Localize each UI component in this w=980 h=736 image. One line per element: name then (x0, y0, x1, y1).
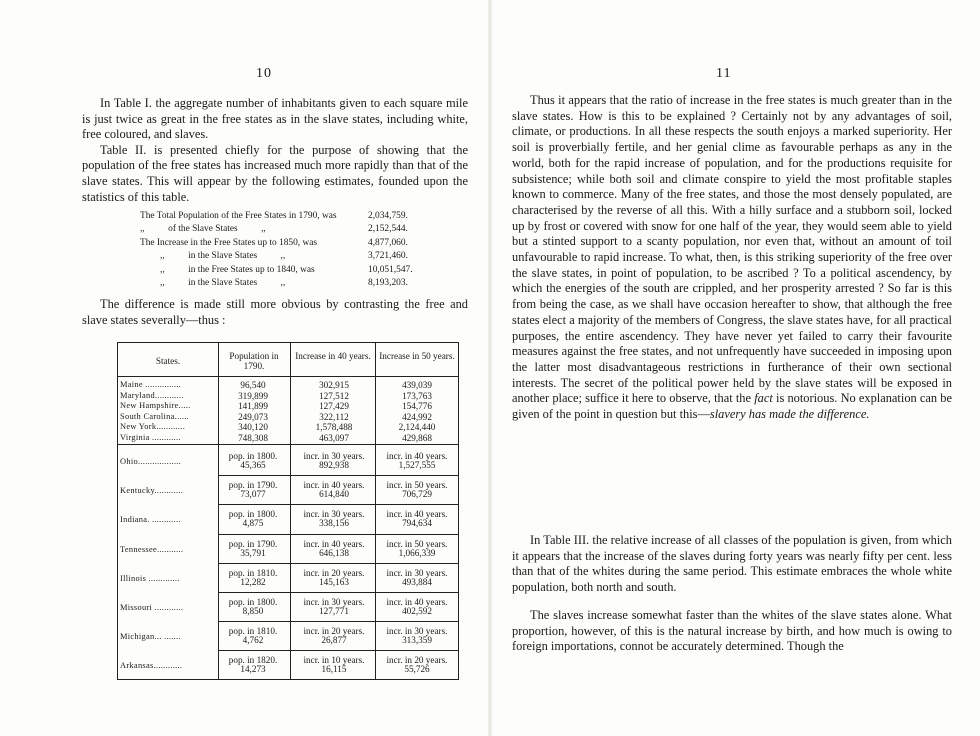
estimate-value: 4,877,060. (368, 237, 408, 248)
table-cell-increase-40: 322,112 (319, 411, 349, 422)
table-cell-state: Michigan... ....... (120, 632, 181, 642)
table-cell-increase-40: 127,512 (319, 390, 349, 401)
table-cell-increase-a: 127,771 (319, 606, 349, 616)
paragraph-contrast: The difference is made still more obvious by contrasting the free and slave states severally—thus : (82, 297, 468, 327)
table-cell-increase-b: 706,729 (402, 489, 432, 500)
paragraph-table-two: Table II. is presented chiefly for the purpose of showing that the population of the free states has increased much more rapidly than that of the slave states. This will appear by the following estimates, founded upon the statistics of this table. (82, 142, 468, 204)
page-number-right: 11 (716, 66, 732, 81)
table-cell-increase-b: 1,527,555 (398, 460, 436, 470)
table-cell-population: 249,073 (238, 411, 268, 422)
table-row-rule (218, 534, 458, 535)
table-cell-population: 12,282 (240, 576, 266, 587)
paragraph-table-three: In Table III. the relative increase of all classes of the population is given, from which it appears that the increase of the slaves during forty years was nearly fifty per cent. less than that of the whites during the same period. This estimate embraces the whole white population, both north and south. (512, 533, 952, 595)
table-cell-increase-b: 794,634 (402, 518, 432, 529)
table-cell-state: New York............ (120, 422, 186, 432)
table-cell-increase-50: 429,868 (402, 433, 432, 443)
table-row-rule (218, 592, 458, 593)
table-header-states: States. (155, 356, 181, 366)
table-cell-population: 340,120 (238, 422, 268, 433)
estimate-value: 2,152,544. (368, 224, 408, 235)
table-cell-population-label: pop. in 1800. (228, 509, 278, 520)
table-header-rule (118, 376, 458, 377)
table-header-increase-50: Increase in 50 years. (379, 351, 455, 361)
estimate-row (100, 264, 440, 277)
table-cell-increase-a: 145,163 (319, 576, 349, 587)
table-cell-population-label: pop. in 1790. (228, 480, 278, 491)
table-cell-state: Missouri ............ (120, 603, 184, 612)
estimate-label: ,, in the Free States up to 1840, was (160, 264, 315, 275)
table-header-increase-40: Increase in 40 years. (295, 351, 371, 361)
table-cell-increase-label: incr. in 30 years. (386, 567, 448, 578)
table-cell-population: 73,077 (240, 489, 266, 500)
table-row-rule (218, 650, 458, 651)
estimate-row (100, 210, 440, 223)
table-cell-increase-b: 493,884 (402, 576, 432, 587)
table-column-rule (218, 343, 219, 679)
page-number-left: 10 (256, 66, 272, 81)
table-row-rule (218, 504, 458, 505)
estimate-row (100, 237, 440, 250)
table-cell-increase-label: incr. in 50 years. (386, 538, 448, 549)
table-cell-increase-50: 173,763 (402, 390, 432, 401)
table-cell-state: Arkansas............ (120, 661, 183, 671)
table-column-rule (290, 343, 291, 679)
table-cell-increase-50: 439,039 (402, 380, 432, 390)
estimate-value: 8,193,203. (368, 277, 408, 288)
table-cell-increase-label: incr. in 40 years. (386, 451, 448, 461)
table-cell-state: Indiana. ............ (120, 515, 181, 525)
table-cell-increase-label: incr. in 20 years. (386, 655, 448, 666)
table-cell-increase-label: incr. in 30 years. (303, 451, 365, 461)
table-cell-population-label: pop. in 1800. (228, 451, 278, 461)
table-row-rule (218, 621, 458, 622)
table-cell-increase-label: incr. in 30 years. (386, 626, 448, 637)
table-cell-state: Maine ............... (120, 380, 182, 389)
table-cell-state: New Hampshire..... (120, 401, 191, 411)
table-cell-population-label: pop. in 1790. (228, 538, 278, 549)
table-cell-population-label: pop. in 1810. (228, 567, 278, 578)
paragraph-slaves-increase: The slaves increase somewhat faster than the whites of the slave states alone. What proportion, however, of this is the natural increase by birth, and how much is owing to foreign importations, connot be accurately determined. Though the (512, 608, 952, 654)
states-population-table (117, 342, 459, 680)
table-cell-increase-40: 463,097 (319, 433, 349, 443)
table-cell-increase-b: 55,726 (404, 664, 430, 675)
table-cell-population-label: pop. in 1800. (228, 597, 278, 607)
table-cell-increase-a: 892,938 (319, 460, 349, 470)
paragraph-text: Thus it appears that the ratio of increase in the free states is much greater than in the slave states. How is this to be explained ? Certainly not by any advantages of soil, climate, or productions. In all these respects the south enjoys a marked superiority. Her soil is proverbially fertile, and her genial clime as favourable perhaps as any in the world, both for the rapid increase of population, and for the productions requisite for subsistence; while both soil and climate conspire to yield the most profitable staples known to commerce. Many of the free states, and those the most densely populated, are characterised by the reverse of all this. With a hilly surface and a stubborn soil, locked up by frost or covered with snow for one half of the year, they would seem able to yield but a stinted support to a scanty population, nor even that, without an amount of toil unfavourable to rapid increase. To what, then, is this striking superiority of the free over the slave states, in point of population, to be ascribed ? To a political ascendency, by which the energies of the south are crippled, and her prosperity arrested ? So far is this from being the case, as we shall have occasion hereafter to show, that although the free states elect a majority of the members of Congress, the slave states have, for all practical purposes, the entire ascendency. They have never yet failed to carry their favourite measures against the free states, and not unfrequently have succeeded in imposing upon the latter most disadvantageous restrictions in furtherance of their own sectional interests. The secret of the political power held by the slave states will be exposed in another place; suffice it here to observe, that the (512, 93, 952, 406)
table-cell-increase-a: 646,138 (319, 547, 349, 558)
table-cell-increase-b: 402,592 (402, 606, 432, 616)
table-row-rule (118, 444, 458, 445)
table-cell-population-label: pop. in 1810. (228, 626, 278, 637)
estimate-label: ,, in the Slave States ,, (160, 251, 286, 262)
table-cell-increase-label: incr. in 20 years. (303, 626, 365, 637)
right-page (490, 0, 980, 736)
estimate-label: ,, in the Slave States ,, (160, 277, 286, 288)
table-cell-increase-a: 26,877 (321, 635, 347, 646)
table-cell-increase-40: 1,578,488 (315, 422, 353, 433)
table-cell-increase-a: 16,115 (321, 664, 347, 675)
table-cell-population: 319,899 (238, 390, 268, 401)
estimate-row (100, 223, 440, 236)
table-cell-increase-50: 2,124,440 (398, 422, 436, 433)
table-cell-increase-50: 424,992 (402, 411, 432, 422)
emphasis-fact: fact (754, 391, 773, 406)
table-cell-population: 45,365 (240, 460, 266, 470)
table-cell-increase-label: incr. in 40 years. (386, 597, 448, 607)
table-cell-increase-b: 313,359 (402, 635, 432, 646)
table-cell-population: 141,899 (238, 401, 268, 412)
emphasis-slavery: slavery has made the difference. (709, 407, 870, 422)
table-cell-increase-a: 614,840 (319, 489, 349, 500)
estimate-label: The Increase in the Free States up to 1850, was (140, 237, 318, 248)
estimate-value: 3,721,460. (368, 251, 408, 262)
estimate-value: 2,034,759. (368, 211, 408, 221)
table-cell-state: South Carolina...... (120, 411, 190, 421)
table-row-rule (218, 563, 458, 564)
table-cell-population: 748,308 (238, 433, 268, 443)
table-cell-increase-label: incr. in 10 years. (303, 655, 365, 666)
table-cell-increase-label: incr. in 40 years. (303, 538, 365, 549)
table-cell-population: 96,540 (240, 380, 266, 390)
table-cell-population: 35,791 (240, 547, 266, 558)
population-estimates (100, 210, 440, 290)
table-cell-state: Illinois ............. (120, 573, 180, 583)
paragraph-table-one: In Table I. the aggregate number of inhabitants given to each square mile is just twice as great in the free states as in the slave states, including white, free coloured, and slaves. (82, 96, 468, 142)
table-cell-increase-50: 154,776 (402, 401, 432, 412)
table-row-rule (218, 475, 458, 476)
table-cell-state: Maryland............ (120, 390, 184, 400)
estimate-row (100, 277, 440, 290)
table-cell-increase-label: incr. in 40 years. (386, 509, 448, 520)
table-cell-increase-a: 338,156 (319, 518, 349, 529)
table-cell-increase-b: 1,066,339 (398, 547, 436, 558)
table-cell-increase-label: incr. in 20 years. (303, 567, 365, 578)
left-paragraphs (82, 96, 468, 205)
estimate-label: ,, of the Slave States ,, (140, 224, 266, 235)
table-cell-increase-40: 302,915 (319, 380, 349, 390)
table-cell-increase-label: incr. in 30 years. (303, 509, 365, 520)
table-cell-state: Kentucky............ (120, 486, 184, 496)
table-header-population: Population in 1790. (229, 351, 279, 371)
estimate-value: 10,051,547. (368, 264, 413, 275)
table-cell-population-label: pop. in 1820. (228, 655, 278, 666)
table-cell-population: 8,850 (242, 606, 264, 616)
table-cell-population: 4,875 (242, 518, 264, 529)
table-cell-increase-label: incr. in 50 years. (386, 480, 448, 491)
table-cell-increase-40: 127,429 (319, 401, 349, 412)
table-cell-state: Ohio.................. (120, 457, 182, 466)
estimate-row (100, 250, 440, 263)
table-cell-population: 4,762 (242, 635, 264, 646)
table-cell-state: Virginia ............ (120, 433, 181, 442)
paragraph-text: is notorious. No explanation can be given of the point in question but this— (512, 391, 952, 422)
paragraph-ratio-of-increase (512, 93, 952, 423)
table-cell-increase-label: incr. in 40 years. (303, 480, 365, 491)
table-cell-population: 14,273 (240, 664, 266, 675)
table-cell-state: Tennessee........... (120, 544, 184, 554)
estimate-label: The Total Population of the Free States in 1790, was (140, 211, 337, 221)
table-cell-increase-label: incr. in 30 years. (303, 597, 365, 607)
